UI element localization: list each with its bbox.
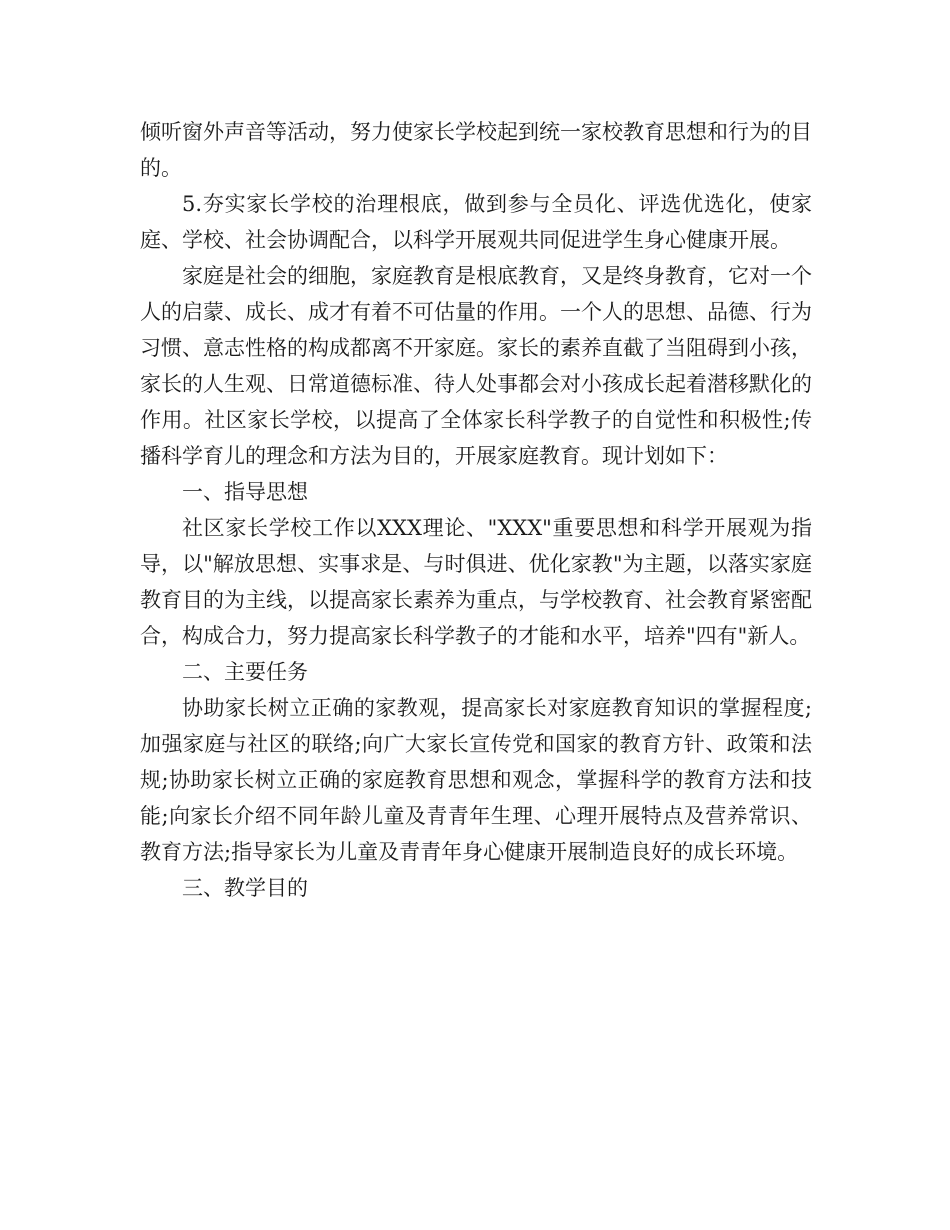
paragraph-continuation: 倾听窗外声音等活动，努力使家长学校起到统一家校教育思想和行为的目的。 [140,120,812,180]
paragraph-item-5: 5.夯实家长学校的治理根底，做到参与全员化、评选优选化，使家庭、学校、社会协调配合，以科学开展观共同促进学生身心健康开展。 [140,192,812,252]
paragraph-main-tasks: 协助家长树立正确的家教观，提高家长对家庭教育知识的掌握程度;加强家庭与社区的联络;向广大家长宣传党和国家的教育方针、政策和法规;协助家长树立正确的家庭教育思想和观念，掌握科学的教育方法和技能;向家长介绍不同年龄儿童及青青年生理、心理开展特点及营养常识、教育方法;指导家长为儿童及青青年身心健康开展制造良好的成长环境。 [140,696,812,864]
section-heading-teaching-goals: 三、教学目的 [182,876,308,900]
paragraph-guiding-thought: 社区家长学校工作以XXX理论、"XXX"重要思想和科学开展观为指导，以"解放思想、实事求是、与时俱进、优化家教"为主题，以落实家庭教育目的为主线，以提高家长素养为重点，与学校教育、社会教育紧密配合，构成合力，努力提高家长科学教子的才能和水平，培养"四有"新人。 [140,516,812,648]
section-heading-guiding-thought: 一、指导思想 [182,480,308,504]
paragraph-intro: 家庭是社会的细胞，家庭教育是根底教育，又是终身教育，它对一个人的启蒙、成长、成才有着不可估量的作用。一个人的思想、品德、行为习惯、意志性格的构成都离不开家庭。家长的素养直截了当阻碍到小孩，家长的人生观、日常道德标准、待人处事都会对小孩成长起着潜移默化的作用。社区家长学校，以提高了全体家长科学教子的自觉性和积极性;传播科学育儿的理念和方法为目的，开展家庭教育。现计划如下： [140,264,812,468]
document-body [140,114,812,906]
section-heading-main-tasks: 二、主要任务 [182,660,308,684]
